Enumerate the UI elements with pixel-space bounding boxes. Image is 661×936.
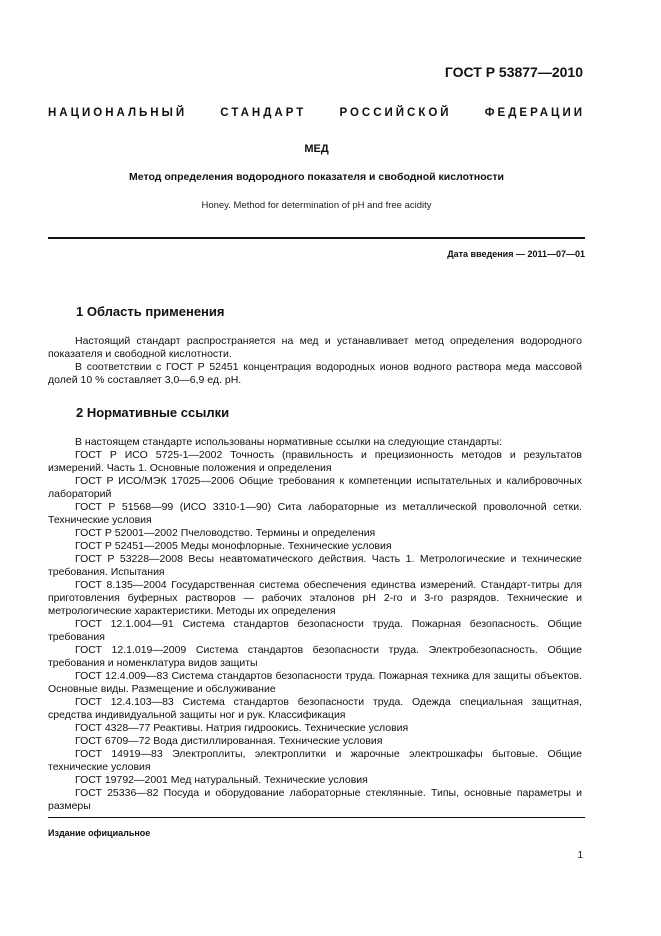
page-number: 1 <box>577 850 583 861</box>
reference-item: ГОСТ 14919—83 Электроплиты, электроплитки и жарочные электрошкафы бытовые. Общие технические условия <box>48 748 582 773</box>
reference-item: ГОСТ 4328—77 Реактивы. Натрия гидроокись. Технические условия <box>75 722 409 734</box>
national-word: ФЕДЕРАЦИИ <box>484 107 585 119</box>
reference-item: ГОСТ 25336—82 Посуда и оборудование лабораторные стеклянные. Типы, основные параметры и размеры <box>48 787 582 812</box>
document-id: ГОСТ Р 53877—2010 <box>444 64 583 80</box>
english-title: Honey. Method for determination of pH and free acidity <box>201 200 432 211</box>
reference-item: ГОСТ 12.4.103—83 Система стандартов безопасности труда. Одежда специальная защитная, средства индивидуальной защиты ног и рук. Классификация <box>48 696 582 721</box>
reference-item: ГОСТ Р 53228—2008 Весы неавтоматического действия. Часть 1. Метрологические и технические требования. Испытания <box>48 553 582 578</box>
header-divider <box>48 237 585 239</box>
section-2-body <box>48 436 582 813</box>
reference-item: ГОСТ Р 52451—2005 Меды монофлорные. Технические условия <box>75 540 392 552</box>
footer-divider <box>48 817 585 818</box>
reference-item: ГОСТ Р 52001—2002 Пчеловодство. Термины и определения <box>75 527 376 539</box>
paragraph: В соответствии с ГОСТ Р 52451 концентрация водородных ионов водного раствора меда массовой долей 10 % составляет 3,0—6,9 ед. pH. <box>48 361 582 386</box>
reference-item: ГОСТ Р ИСО 5725-1—2002 Точность (правильность и прецизионность методов и результатов измерений. Часть 1. Основные положения и определения <box>48 449 582 474</box>
edition-note: Издание официальное <box>48 828 151 838</box>
paragraph: Настоящий стандарт распространяется на мед и устанавливает метод определения водородного показателя и свободной кислотности. <box>48 335 582 360</box>
reference-item: ГОСТ 19792—2001 Мед натуральный. Технические условия <box>75 774 368 786</box>
reference-item: ГОСТ 12.1.019—2009 Система стандартов безопасности труда. Электробезопасность. Общие требования и номенклатура видов защиты <box>48 644 582 669</box>
reference-item: ГОСТ Р 51568—99 (ИСО 3310-1—90) Сита лабораторные из металлической проволочной сетки. Технические условия <box>48 501 582 526</box>
national-standard-heading <box>48 107 585 119</box>
national-word: РОССИЙСКОЙ <box>339 107 452 119</box>
reference-item: ГОСТ 12.4.009—83 Система стандартов безопасности труда. Пожарная техника для защиты объектов. Основные виды. Размещение и обслуживание <box>48 670 582 695</box>
document-title: МЕД <box>304 143 329 155</box>
reference-item: ГОСТ 6709—72 Вода дистиллированная. Технические условия <box>75 735 383 747</box>
reference-item: ГОСТ Р ИСО/МЭК 17025—2006 Общие требования к компетенции испытательных и калибровочных лабораторий <box>48 475 582 500</box>
reference-item: ГОСТ 8.135—2004 Государственная система обеспечения единства измерений. Стандарт-титры для приготовления буферных растворов — рабочих эталонов pH 2-го и 3-го разрядов. Технические и метрологические характеристики. Методы их определения <box>48 579 582 617</box>
reference-item: В настоящем стандарте использованы нормативные ссылки на следующие стандарты: <box>75 436 502 448</box>
national-word: СТАНДАРТ <box>220 107 307 119</box>
section-1-body <box>48 335 582 387</box>
section-2-heading: 2 Нормативные ссылки <box>76 405 230 420</box>
document-subtitle: Метод определения водородного показателя и свободной кислотности <box>129 171 504 183</box>
section-1-heading: 1 Область применения <box>76 304 225 319</box>
introduction-date: Дата введения — 2011—07—01 <box>447 249 585 259</box>
national-word: НАЦИОНАЛЬНЫЙ <box>48 107 188 119</box>
reference-item: ГОСТ 12.1.004—91 Система стандартов безопасности труда. Пожарная безопасность. Общие требования <box>48 618 582 643</box>
